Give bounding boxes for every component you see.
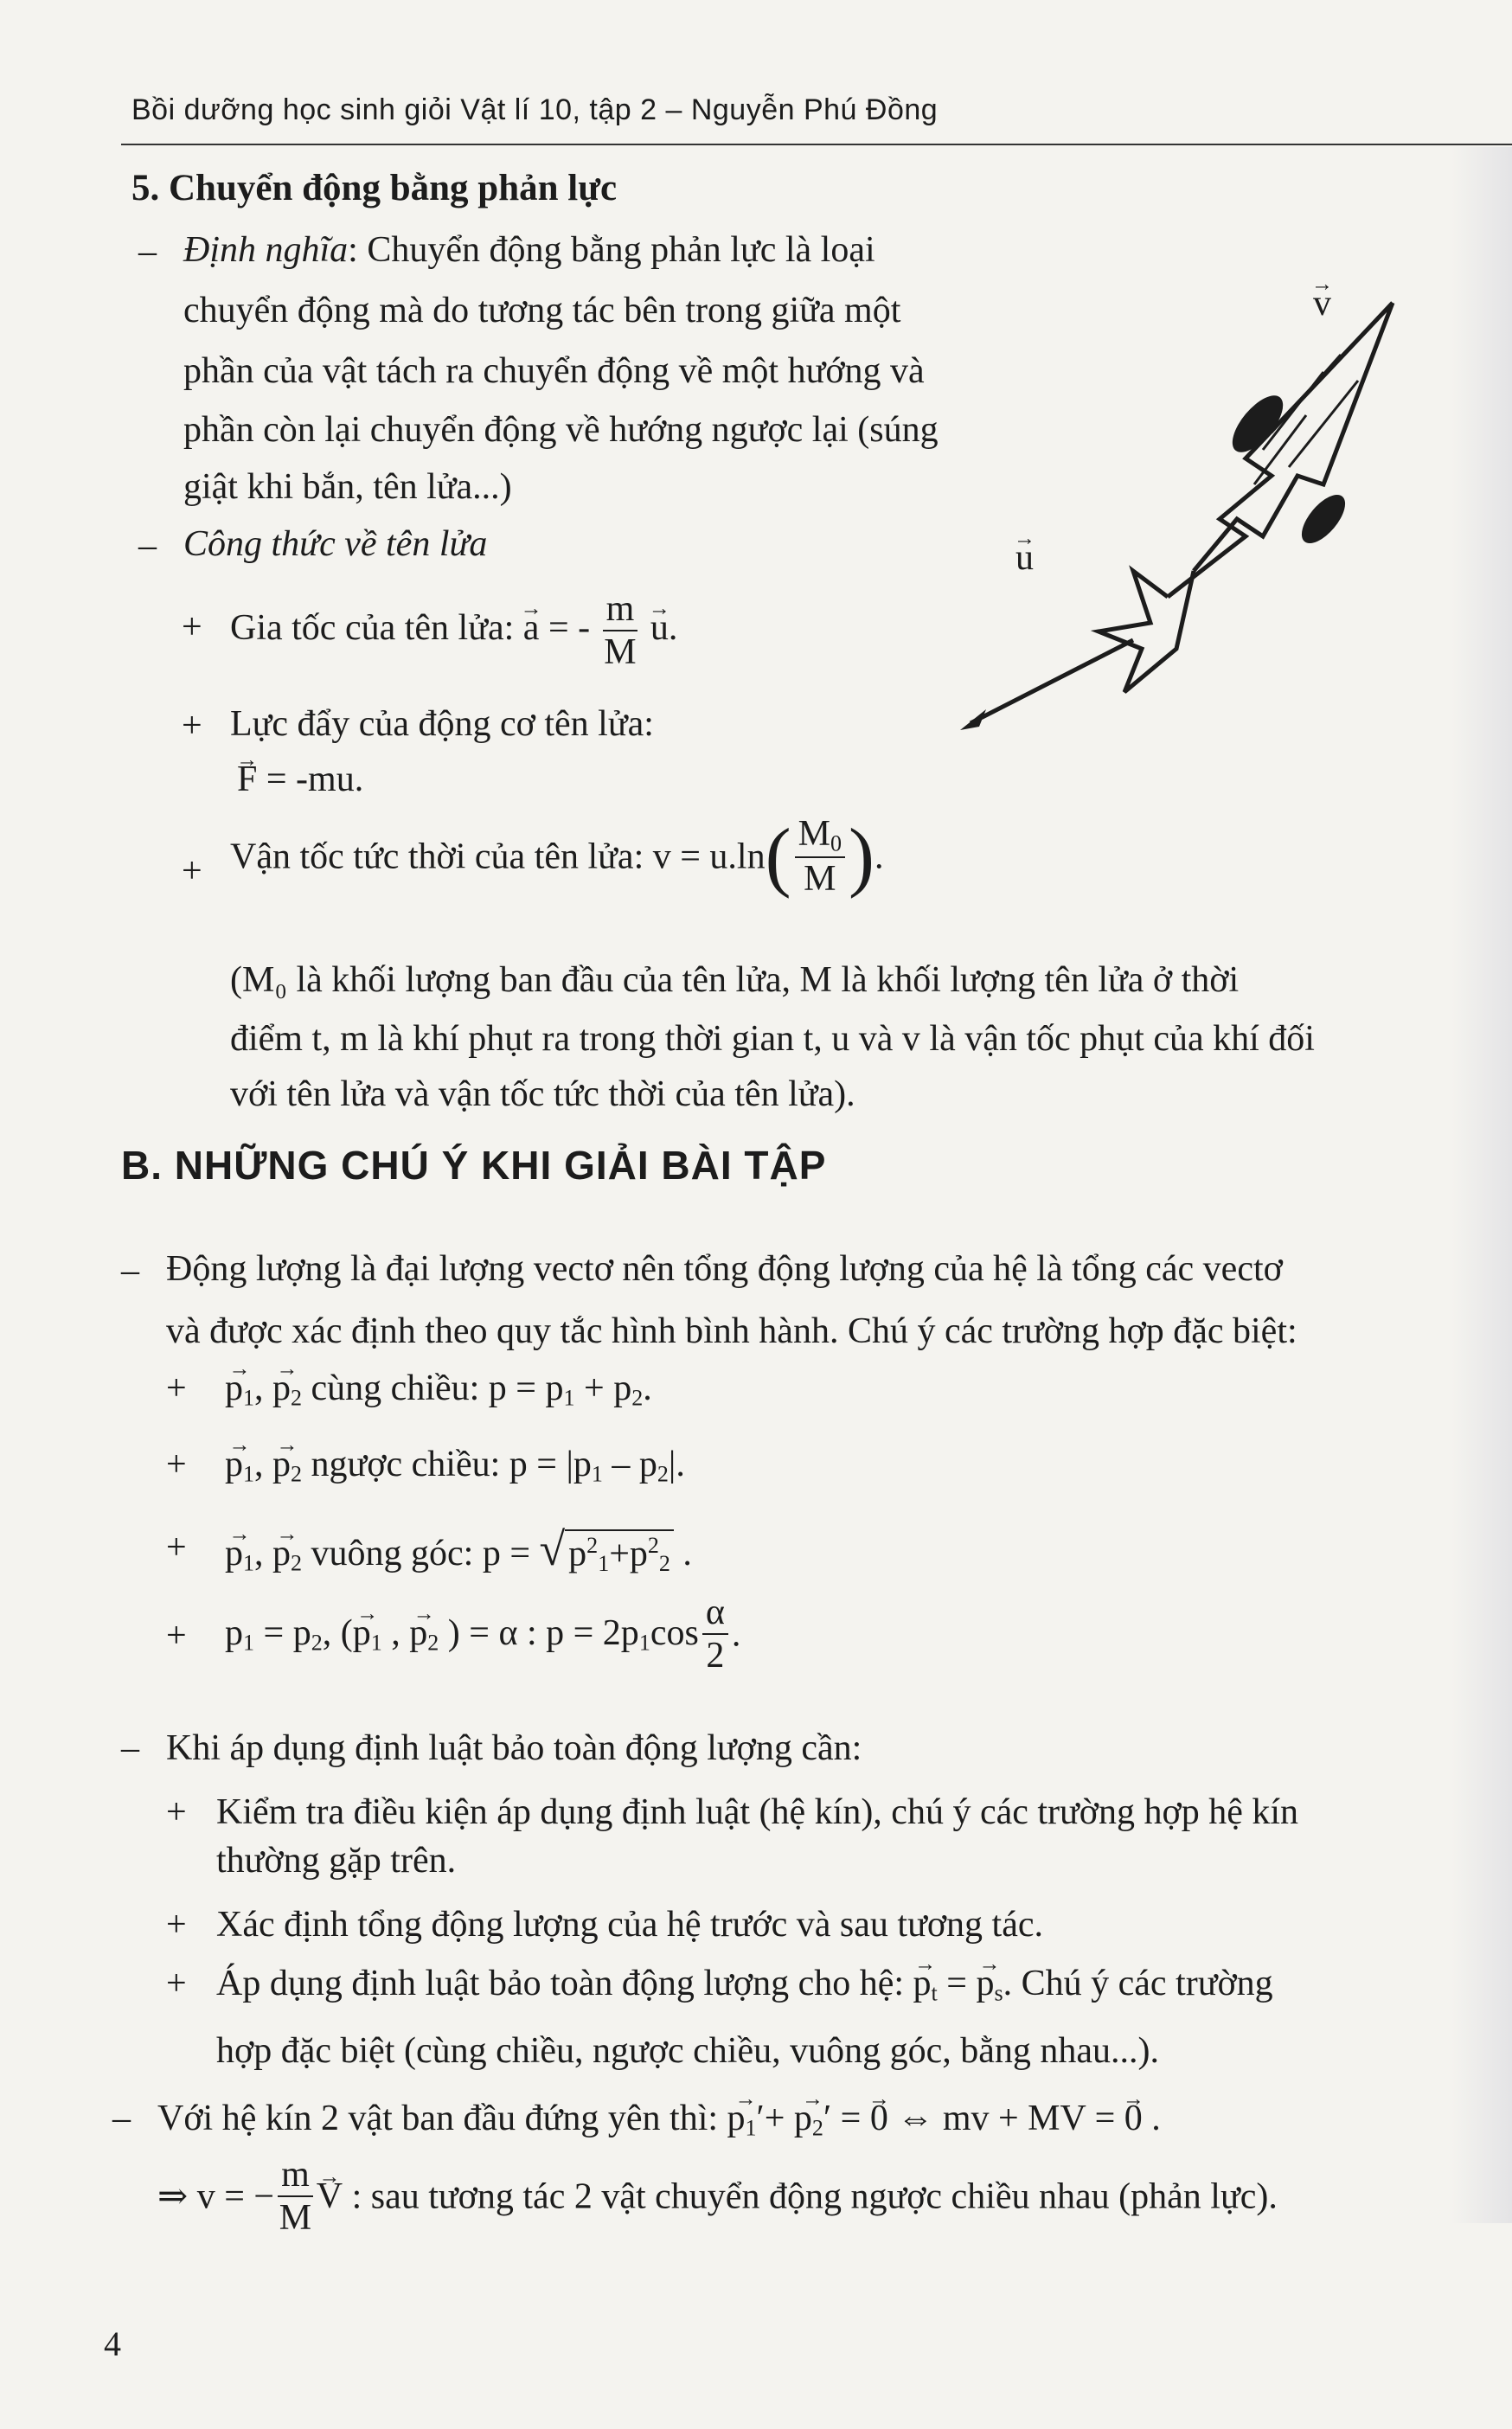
- vector-p1: [225, 1535, 254, 1575]
- vector-p2: [272, 1370, 302, 1410]
- denominator: M: [604, 632, 637, 673]
- vector-zero: → 0: [1124, 2100, 1143, 2137]
- section-5-title: 5. Chuyển động bằng phản lực: [131, 168, 618, 208]
- bullet-plus: +: [182, 607, 202, 647]
- subscript: 1: [598, 1550, 610, 1576]
- vector-ps: [976, 1965, 1003, 2005]
- rocket-fin: [1294, 488, 1353, 551]
- numerator: m: [278, 2154, 313, 2197]
- note-line-2: điểm t, m là khí phụt ra trong thời gian t, u và v là vận tốc phụt của khí đối: [230, 1019, 1315, 1059]
- subscript: 2: [631, 1385, 644, 1411]
- bullet-dash: –: [121, 1251, 139, 1291]
- definition-line-5: giật khi bắn, tên lửa...): [183, 467, 512, 507]
- note-line-1: (M₀ là khối lượng ban đầu của tên lửa, M là khối lượng tên lửa ở thời: [230, 960, 1240, 1000]
- subscript: 1: [243, 1550, 255, 1576]
- subscript: 2: [311, 1630, 323, 1656]
- p-letter: p: [272, 1445, 292, 1484]
- numerator: [795, 813, 845, 858]
- bullet-plus: +: [182, 706, 202, 746]
- fraction-m-over-M: [603, 588, 638, 674]
- section-b-title: B. NHỮNG CHÚ Ý KHI GIẢI BÀI TẬP: [121, 1143, 827, 1188]
- rocket-label-v: [1313, 285, 1331, 322]
- apply-label: Khi áp dụng định luật bảo toàn động lượng cần:: [166, 1728, 862, 1768]
- p-letter: p: [225, 1445, 243, 1484]
- apply-item-2: Xác định tổng động lượng của hệ trước và sau tương tác.: [216, 1905, 1044, 1945]
- closed-system-line: Với hệ kín 2 vật ban đầu đứng yên thì: → $p_1'+ \to p_2'$ = → 0 ⇔ mv + MV = → 0 .: [157, 2100, 1161, 2140]
- exhaust-velocity-arrow: [971, 640, 1133, 723]
- numerator-letter: M: [798, 814, 830, 854]
- vector-p1-prime: → $p_1'$: [727, 2100, 765, 2140]
- formula-label: Công thức về tên lửa: [183, 524, 488, 564]
- subscript: 2: [658, 1550, 670, 1576]
- subscript: s: [994, 1980, 1003, 2006]
- bullet-dash: –: [112, 2099, 131, 2138]
- p-letter: p: [629, 1534, 648, 1573]
- p-letter: p: [913, 1964, 932, 2003]
- apply-item-3: Áp dụng định luật bảo toàn động lượng cho hệ: → $p_t$ = → $p_s$. Chú ý các trường: [216, 1965, 1273, 2005]
- header-rule: [121, 144, 1512, 145]
- subscript: 1: [243, 1630, 255, 1656]
- force-rhs: = -mu: [266, 759, 355, 799]
- superscript: 2: [586, 1532, 599, 1558]
- case-angle: $p_1 = p_2$, (→ $p_1$ , → $p_2$ ) = α : $p = 2p_1\cos$ $\frac{\alpha}{2}$ .: [225, 1592, 740, 1677]
- equals-minus: = -: [548, 607, 591, 648]
- alpha: α: [498, 1612, 518, 1653]
- cos: cos: [650, 1612, 699, 1653]
- vector-p1: [352, 1612, 382, 1656]
- p-letter: p: [976, 1964, 995, 2003]
- vector-a: → a: [523, 610, 540, 646]
- denominator: M: [279, 2198, 312, 2239]
- bullet-dash: –: [138, 232, 157, 272]
- vector-p2: [409, 1612, 439, 1656]
- arrow-head-icon: [960, 709, 986, 730]
- subscript: 1: [591, 1461, 603, 1487]
- bullet-plus: +: [182, 851, 202, 891]
- subscript: 1: [370, 1630, 382, 1656]
- p-letter: p: [225, 1368, 243, 1408]
- p-letter: p: [225, 1612, 243, 1653]
- subscript: 2: [427, 1630, 439, 1656]
- numerator: α: [702, 1592, 728, 1635]
- vector-u: → u: [1015, 540, 1034, 576]
- note-line-3: với tên lửa và vận tốc tức thời của tên lửa).: [230, 1074, 855, 1114]
- bullet-plus: +: [166, 1445, 187, 1484]
- fraction-M0-over-M: [795, 813, 845, 900]
- vector-p2: [272, 1446, 302, 1486]
- subscript: 1: [243, 1385, 255, 1411]
- bullet-plus: +: [166, 1368, 187, 1408]
- p-letter: p: [272, 1534, 292, 1573]
- p-letter: p: [793, 2099, 812, 2138]
- force-label: Lực đẩy của động cơ tên lửa:: [230, 704, 654, 744]
- vector-p1: [225, 1446, 254, 1486]
- vector-zero: → 0: [870, 2100, 888, 2137]
- p-letter: p: [638, 1445, 657, 1484]
- apply-item-1-cont: thường gặp trên.: [216, 1841, 457, 1881]
- subscript: 1: [563, 1385, 575, 1411]
- vector-v: → v: [1313, 285, 1331, 322]
- denominator: M: [804, 859, 836, 900]
- sqrt-body: $p^2_1+p^2_2$: [565, 1529, 674, 1575]
- rocket-illustration: [960, 260, 1479, 744]
- subscript: 1: [638, 1630, 650, 1656]
- subscript: 1: [745, 2115, 757, 2141]
- definition-label: Định nghĩa: [183, 230, 349, 270]
- definition-line-3: phần của vật tách ra chuyển động về một hướng và: [183, 351, 925, 391]
- iff-symbol: ⇔: [897, 2099, 934, 2138]
- definition-text: : Chuyển động bằng phản lực là loại: [348, 230, 875, 270]
- MV-term: MV: [1028, 2099, 1086, 2138]
- apply-item-3-cont: hợp đặc biệt (cùng chiều, ngược chiều, vuông góc, bằng nhau...).: [216, 2031, 1160, 2071]
- case-text: = 2p: [573, 1612, 639, 1653]
- denominator: 2: [706, 1636, 725, 1676]
- p-letter: p: [613, 1368, 632, 1408]
- subscript: 2: [291, 1385, 303, 1411]
- case-text: vuông góc: p =: [311, 1534, 531, 1573]
- paren-left: (: [765, 813, 791, 900]
- vector-pt: [913, 1965, 938, 2005]
- page-number: 4: [104, 2324, 121, 2363]
- subscript: t: [931, 1980, 938, 2006]
- subscript: 2: [657, 1461, 669, 1487]
- p-letter: p: [568, 1534, 587, 1573]
- vector-p2-prime: → $p_2'$: [794, 2100, 831, 2140]
- p-letter: p: [225, 1534, 243, 1573]
- case-same-direction: → $p_1$, → $p_2$ cùng chiều: $p = p_1 + p_2$.: [225, 1370, 652, 1410]
- vector-F: → F: [237, 761, 257, 798]
- case-text: ngược chiều: p = |p: [311, 1445, 592, 1484]
- case-text: cùng chiều: p = p: [311, 1368, 564, 1408]
- vector-V: → V: [317, 2178, 343, 2214]
- mv-term: mv: [942, 2099, 990, 2138]
- bullet-plus: +: [166, 1792, 187, 1832]
- subscript: 2: [291, 1550, 303, 1576]
- apply-item-text: . Chú ý các trường: [1003, 1964, 1273, 2003]
- bullet-dash: –: [138, 526, 157, 566]
- bullet-plus: +: [166, 1964, 187, 2003]
- p-letter: p: [727, 2099, 746, 2138]
- case-opposite-direction: → $p_1$, → $p_2$ ngược chiều: $p = |p_1 - p_2|$.: [225, 1446, 685, 1486]
- vector-p2: [272, 1535, 302, 1575]
- fraction-m-over-M: [278, 2154, 313, 2240]
- velocity-label: Vận tốc tức thời của tên lửa: v = u.ln: [230, 836, 766, 877]
- definition-line-2: chuyển động mà do tương tác bên trong giữa một: [183, 291, 901, 330]
- closed-label: Với hệ kín 2 vật ban đầu đứng yên thì:: [157, 2099, 719, 2138]
- running-header: Bồi dưỡng học sinh giỏi Vật lí 10, tập 2 – Nguyễn Phú Đồng: [131, 93, 939, 126]
- vector-u: → u: [650, 610, 669, 646]
- final-result-line: [157, 2154, 1278, 2240]
- velocity-formula: Vận tốc tức thời của tên lửa: v = u.ln( $\frac{M_0}{M}$ ).: [230, 813, 884, 900]
- numerator: m: [603, 588, 638, 631]
- definition-line-1: [183, 232, 875, 268]
- subscript: 2: [811, 2115, 823, 2141]
- final-v: v = −: [196, 2176, 275, 2217]
- apply-item-1: Kiểm tra điều kiện áp dụng định luật (hệ kín), chú ý các trường hợp hệ kín: [216, 1792, 1299, 1832]
- bullet-plus: +: [166, 1905, 187, 1945]
- p-letter: p: [352, 1612, 371, 1653]
- sqrt-sign: √: [539, 1523, 566, 1575]
- p-letter: p: [409, 1612, 428, 1653]
- force-formula: → F = -mu.: [237, 761, 363, 798]
- bullet-plus: +: [166, 1528, 187, 1567]
- bullet-dash: –: [121, 1728, 139, 1768]
- acceleration-formula: Gia tốc của tên lửa: → a = - $\frac{m}{M}$ → u.: [230, 588, 677, 674]
- p-letter: p: [272, 1368, 292, 1408]
- intro-line-2: và được xác định theo quy tắc hình bình hành. Chú ý các trường hợp đặc biệt:: [166, 1311, 1297, 1351]
- bullet-plus: +: [166, 1616, 187, 1656]
- numerator-subscript: 0: [830, 830, 842, 856]
- rocket-label-u: [1015, 540, 1034, 576]
- acceleration-label: Gia tốc của tên lửa:: [230, 607, 515, 648]
- subscript: 1: [243, 1461, 255, 1487]
- definition-line-4: phần còn lại chuyển động về hướng ngược lại (súng: [183, 410, 939, 450]
- p-letter: p: [292, 1612, 311, 1653]
- vector-p1: [225, 1370, 254, 1410]
- paren-right: ): [848, 813, 875, 900]
- fraction-alpha-over-2: [702, 1592, 728, 1677]
- apply-item-text: Áp dụng định luật bảo toàn động lượng cho hệ:: [216, 1964, 905, 2003]
- case-perpendicular: → $p_1$, → $p_2$ vuông góc: $p = √p^2_1+p^2_2$ .: [225, 1526, 692, 1575]
- final-text: : sau tương tác 2 vật chuyển động ngược chiều nhau (phản lực).: [351, 2176, 1278, 2217]
- intro-line-1: Động lượng là đại lượng vectơ nên tổng động lượng của hệ là tổng các vectơ: [166, 1249, 1283, 1289]
- implies-symbol: ⇒: [157, 2176, 189, 2217]
- rocket-body-outline: [1194, 303, 1393, 571]
- superscript: 2: [647, 1532, 659, 1558]
- subscript: 2: [291, 1461, 303, 1487]
